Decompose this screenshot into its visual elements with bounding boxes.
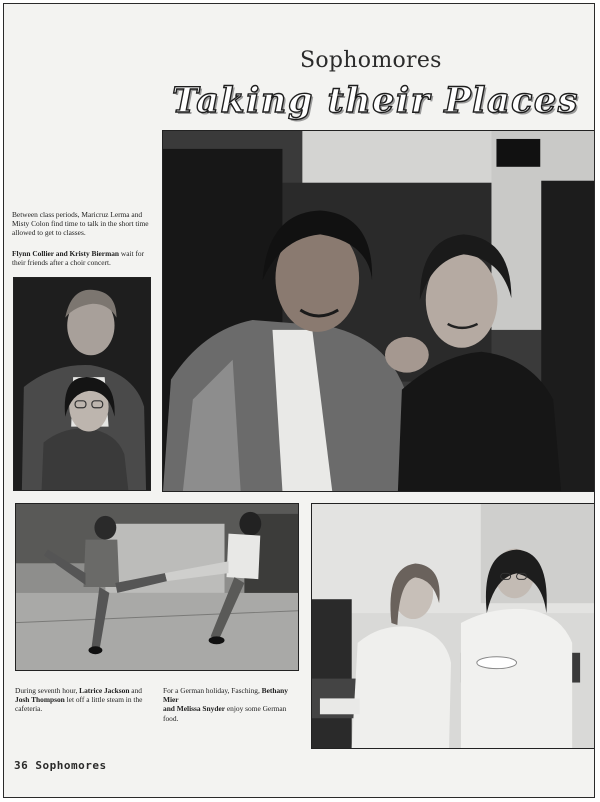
cafeteria-caption-name-2: Josh Thompson <box>15 695 65 705</box>
choir-caption-text: wait for their friends after a choir concert. <box>12 249 145 268</box>
section-title: Sophomores <box>300 48 442 73</box>
hallway-caption-text: Between class periods, Maricruz Lerma and Misty Colon find time to talk in the short time allowed to get to classes. <box>12 210 149 238</box>
hallway-photo-image <box>163 131 595 491</box>
hallway-photo <box>162 130 595 492</box>
german-caption-text: enjoy some German food. <box>163 704 287 723</box>
german-caption-and: and <box>163 704 177 714</box>
german-caption <box>163 686 299 723</box>
german-caption-name-2: Melissa Snyder <box>176 704 226 714</box>
choir-photo <box>13 277 151 491</box>
german-food-photo <box>311 503 595 749</box>
german-caption-name-1: Bethany Mier <box>163 686 288 705</box>
cafeteria-photo <box>15 503 299 671</box>
cafeteria-caption-and: and <box>129 686 142 695</box>
hallway-caption <box>12 210 154 238</box>
cafeteria-caption-lead: During seventh hour, <box>15 686 80 695</box>
page-folio: 36 Sophomores <box>14 759 107 772</box>
german-caption-lead: For a German holiday, Fasching, <box>163 686 262 695</box>
cafeteria-photo-image <box>16 504 298 670</box>
cafeteria-caption-text: let off a little steam in the cafeteria. <box>15 695 143 714</box>
choir-caption-names: Flynn Collier and Kristy Bierman <box>12 249 120 258</box>
yearbook-page <box>3 3 595 798</box>
choir-photo-image <box>14 278 150 490</box>
page-headline: Taking their Places <box>172 80 579 121</box>
choir-caption <box>12 249 154 267</box>
cafeteria-caption <box>15 686 153 714</box>
cafeteria-caption-name-1: Latrice Jackson <box>79 686 130 695</box>
german-food-photo-image <box>312 504 594 748</box>
